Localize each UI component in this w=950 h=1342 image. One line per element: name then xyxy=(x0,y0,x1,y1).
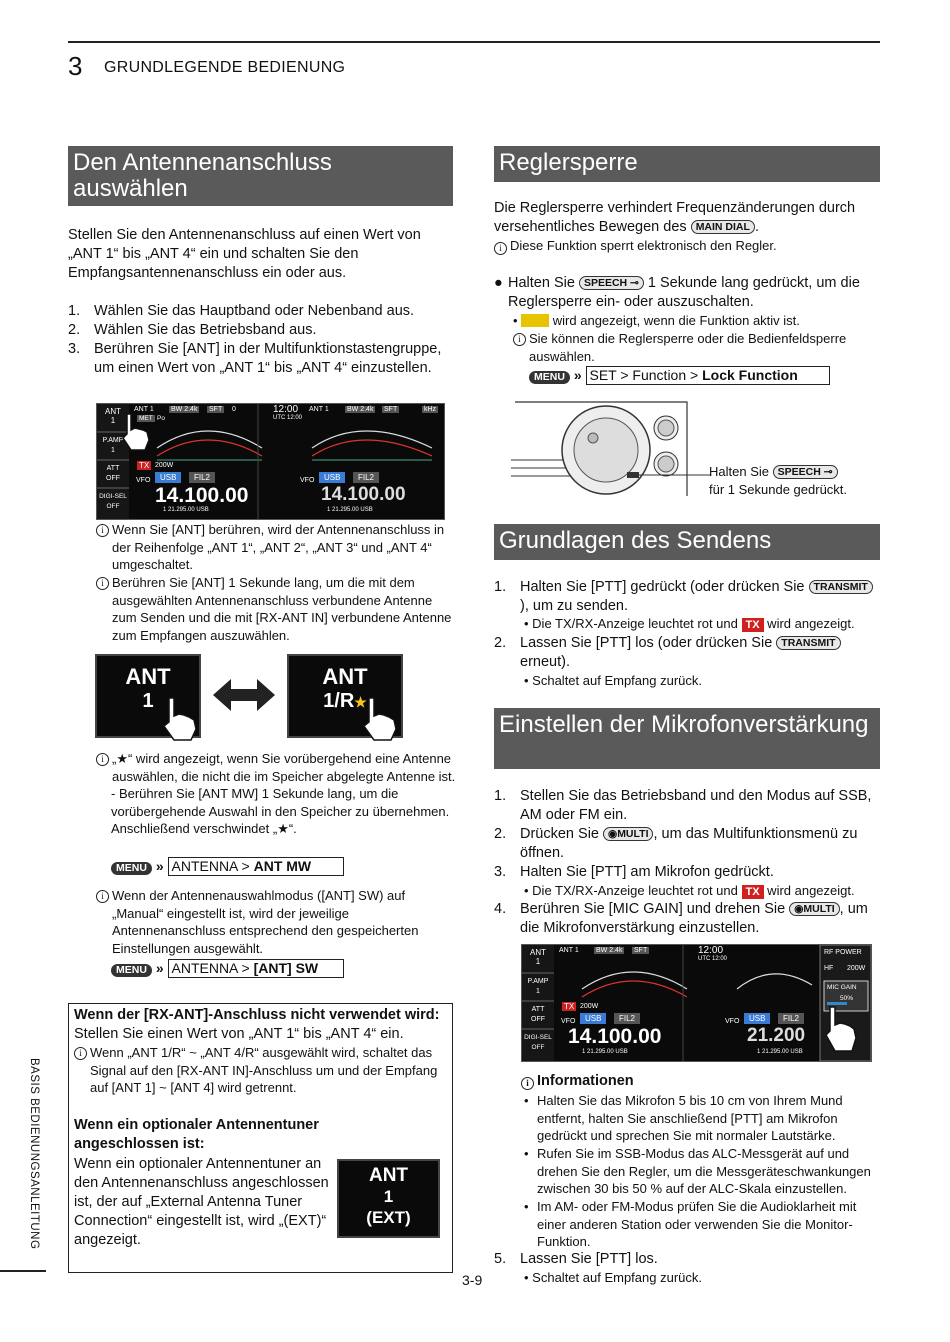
note-star: i „★“ wird angezeigt, wenn Sie vorübergehend eine Antenne auswählen, die nicht die im Speicher abgelegte Antenne ist. - Berühren Sie [ANT MW] 1 Sekunde lang, um die vorübergehende Auswahl in den Speicher zu übernehmen. Anschließend verschwindet „★“. xyxy=(96,750,456,838)
sub-frequency: 14.100.00 xyxy=(321,484,406,505)
ant1-label: ANT 1 xyxy=(559,947,579,954)
touch-hand-icon xyxy=(119,412,159,452)
sft-label: SFT xyxy=(209,406,223,413)
side-label: BASIS BEDIENUNGSANLEITUNG xyxy=(28,1058,40,1250)
step-2: 2. Wählen Sie das Betriebsband aus. xyxy=(68,322,317,338)
sub-ant-label: ANT 1 xyxy=(309,406,329,413)
antenna-intro: Stellen Sie den Antennenanschluss auf einen Wert von „ANT 1“ bis „ANT 4“ ein und schalten Sie den Empfangsantennenanschluss ein oder aus. xyxy=(68,227,421,281)
att-softkey[interactable]: ATT OFF xyxy=(531,1006,545,1023)
lock-sub: • wird angezeigt, wenn die Funktion aktiv ist. xyxy=(513,313,800,328)
radio-screen-main xyxy=(96,403,445,520)
power-value: 200W xyxy=(155,462,174,469)
ant-ext-button[interactable]: ANT 1 (EXT) xyxy=(337,1159,440,1238)
main-frequency: 14.100.00 xyxy=(568,1025,662,1048)
mode-usb[interactable]: USB xyxy=(155,472,181,483)
att-softkey[interactable]: ATT OFF xyxy=(106,465,120,482)
sft-label: SFT xyxy=(634,947,648,954)
sub-frequency: 21.200 xyxy=(747,1025,806,1046)
info-icon: i xyxy=(494,242,507,255)
speech-key: SPEECH ⊸ xyxy=(579,276,644,290)
menu-path-ant-sw: MENU » ANTENNA > [ANT] SW xyxy=(111,959,344,978)
key-icon: ⊸ xyxy=(630,277,639,289)
section-title-antenna: Den Antennenanschluss auswählen xyxy=(68,146,453,206)
mic-gain-label[interactable]: MIC GAIN xyxy=(827,984,857,991)
sub-mode-usb[interactable]: USB xyxy=(744,1013,770,1024)
speech-key: SPEECH ⊸ xyxy=(773,465,838,479)
info-item-1: • Halten Sie das Mikrofon 5 bis 10 cm von Ihrem Mund entfernt, halten Sie anschließend [PTT] am Mikrofon gedrückt und sprechen Sie mit normaler Lautstärke. xyxy=(524,1093,843,1143)
info-icon: i xyxy=(513,333,526,346)
header-rule xyxy=(68,41,880,43)
section-title-transmit: Grundlagen des Sendens xyxy=(494,524,880,560)
multi-key: ◉MULTI xyxy=(789,902,839,916)
menu-path-lock: MENU » SET > Function > Lock Function xyxy=(529,366,830,385)
tx-indicator: TX xyxy=(139,461,150,470)
box-text-rx: Stellen Sie einen Wert von „ANT 1“ bis „ANT 4“ ein. xyxy=(74,1026,404,1042)
info-icon: i xyxy=(96,890,109,903)
antenna-steps xyxy=(68,302,453,378)
sub-filter-fil2[interactable]: FIL2 xyxy=(353,472,379,483)
khz-label: kHz xyxy=(424,406,437,413)
digisel-softkey[interactable]: DIGI-SEL OFF xyxy=(99,493,127,510)
note-ant-hold: i Berühren Sie [ANT] 1 Sekunde lang, um die mit dem ausgewählten Antennenanschluss verbundene Antenne zum Senden und die mit [RX-ANT IN] verbundene Antenne zum Empfangen auszuwählen. xyxy=(96,574,456,644)
lock-intro: Die Reglersperre verhindert Frequenzänderungen durch versehentliches Bewegen des MAIN DIAL . xyxy=(494,200,856,235)
hf-label: HF xyxy=(824,965,834,972)
sub-vfo-label: VFO xyxy=(725,1018,740,1025)
bw-label: BW 2.4k xyxy=(596,947,623,954)
ant-softkey[interactable]: ANT 1 xyxy=(105,407,121,425)
pamp-softkey[interactable]: P.AMP 1 xyxy=(527,978,549,995)
menu-key: MENU xyxy=(529,371,570,384)
bw-label: BW 2.4k xyxy=(171,406,198,413)
multi-knob-icon: ◉ xyxy=(794,903,804,915)
info-icon: i xyxy=(521,1077,534,1090)
info-icon: i xyxy=(96,577,109,590)
utc-clock: UTC 12:00 xyxy=(273,415,303,421)
info-heading: i Informationen xyxy=(521,1073,881,1091)
info-item-2: • Rufen Sie im SSB-Modus das ALC-Messgerät auf und drehen Sie den Regler, um die Messgeräteschwankungen zwischen 30 bis 50 % auf der ALC-Skala einzustellen. xyxy=(524,1146,871,1196)
step-3: 3. Berühren Sie [ANT] in der Multifunktionstastengruppe, um einen Wert von „ANT 1“ bis „ANT 4“ einzustellen. xyxy=(68,341,442,376)
box-heading-tuner: Wenn ein optionaler Antennentuner angeschlossen ist: xyxy=(74,1117,319,1152)
vfo-label: VFO xyxy=(136,477,151,484)
sub-info: 1 21.295.00 USB xyxy=(327,507,373,513)
mic-sub-5: • Schaltet auf Empfang zurück. xyxy=(524,1270,702,1285)
radio-panel-illustration xyxy=(511,398,711,498)
transmit-key: TRANSMIT xyxy=(776,636,840,650)
digisel-softkey[interactable]: DIGI-SEL OFF xyxy=(524,1034,552,1051)
transmit-key: TRANSMIT xyxy=(809,580,873,594)
box-heading-rx: Wenn der [RX-ANT]-Anschluss nicht verwendet wird: xyxy=(74,1007,440,1023)
menu-key: MENU xyxy=(111,964,152,977)
mic-step-4: 4. Berühren Sie [MIC GAIN] und drehen Sie ◉MULTI , um die Mikrofonverstärkung einzustellen. xyxy=(494,901,868,936)
main-sub-info: 1 21.295.00 USB xyxy=(163,507,209,513)
vfo-label: VFO xyxy=(561,1018,576,1025)
double-arrow-icon xyxy=(213,677,275,713)
note-ant-cycle: i Wenn Sie [ANT] berühren, wird der Antennenanschluss in der Reihenfolge „ANT 1“, „ANT 2“, „ANT 3“ und „ANT 4“ umgeschaltet. xyxy=(96,521,456,574)
info-icon: i xyxy=(96,524,109,537)
transmit-step-2: 2. Lassen Sie [PTT] los (oder drücken Sie TRANSMIT erneut). xyxy=(494,634,879,672)
lock-note2: i Sie können die Reglersperre oder die Bedienfeldsperre auswählen. xyxy=(513,330,878,365)
sub-sft-label: SFT xyxy=(384,406,398,413)
box-note-rx: i Wenn „ANT 1/R“ ~ „ANT 4/R“ ausgewählt wird, schaltet das Signal auf den [RX-ANT IN]-Anschluss um und der Empfang auf [ANT 1] ~ [ANT 4] wird getrennt. xyxy=(74,1044,446,1097)
lock-callout: Halten Sie SPEECH ⊸ für 1 Sekunde gedrückt. xyxy=(709,464,848,497)
sub-filter-fil2[interactable]: FIL2 xyxy=(778,1013,804,1024)
filter-fil2[interactable]: FIL2 xyxy=(189,472,215,483)
section-title-lock: Reglersperre xyxy=(494,146,880,182)
pamp-softkey[interactable]: P.AMP 1 xyxy=(102,437,124,454)
lock-indicator-icon xyxy=(521,314,549,327)
clock: 12:00 xyxy=(273,404,299,415)
ant-softkey[interactable]: ANT 1 xyxy=(530,948,546,966)
mic-step-2: 2. Drücken Sie ◉MULTI , um das Multifunktionsmenü zu öffnen. xyxy=(494,826,858,861)
mic-gain-value: 50% xyxy=(840,995,854,1002)
ant-button-1[interactable]: ANT 1 xyxy=(95,654,201,738)
lock-bullet: ● Halten Sie SPEECH ⊸ 1 Sekunde lang gedrückt, um die Reglersperre ein- oder auszuschalten. xyxy=(494,275,860,310)
transmit-sub-1: • Die TX/RX-Anzeige leuchtet rot und TX wird angezeigt. xyxy=(524,616,855,631)
touch-hand-icon xyxy=(822,1005,862,1055)
hf-value: 200W xyxy=(847,965,866,972)
tx-indicator: TX xyxy=(564,1002,575,1011)
sub-bw-label: BW 2.4k xyxy=(347,406,374,413)
page-number: 3-9 xyxy=(462,1272,483,1288)
po-label: Po xyxy=(157,415,165,422)
section-title-mic-gain: Einstellen der Mikrofonverstärkung xyxy=(494,708,880,769)
touch-hand-icon xyxy=(359,696,405,742)
chapter-title: GRUNDLEGENDE BEDIENUNG xyxy=(104,59,346,76)
chapter-number: 3 xyxy=(68,51,83,81)
ant1-label: ANT 1 xyxy=(134,406,154,413)
main-dial-key: MAIN DIAL xyxy=(691,220,755,234)
mic-step-1: 1. Stellen Sie das Betriebsband und den Modus auf SSB, AM oder FM ein. xyxy=(494,788,872,823)
info-icon: i xyxy=(74,1047,87,1060)
lock-note: i Diese Funktion sperrt elektronisch den Regler. xyxy=(494,237,879,255)
sub-vfo-label: VFO xyxy=(300,477,315,484)
rf-power-label[interactable]: RF POWER xyxy=(824,949,862,956)
tx-indicator: TX xyxy=(742,618,764,632)
info-icon: i xyxy=(96,753,109,766)
filter-fil2[interactable]: FIL2 xyxy=(614,1013,640,1024)
mic-step-3: 3. Halten Sie [PTT] am Mikrofon gedrückt. xyxy=(494,864,774,880)
multi-knob-icon: ◉ xyxy=(608,828,618,840)
mic-sub-3: • Die TX/RX-Anzeige leuchtet rot und TX wird angezeigt. xyxy=(524,883,855,898)
menu-key: MENU xyxy=(111,862,152,875)
mic-step-5: 5. Lassen Sie [PTT] los. xyxy=(494,1251,658,1267)
clock: 12:00 xyxy=(698,945,724,956)
sft-value: 0 xyxy=(232,406,236,413)
touch-hand-icon xyxy=(159,696,205,742)
power-value: 200W xyxy=(580,1003,599,1010)
step-1: 1. Wählen Sie das Hauptband oder Nebenband aus. xyxy=(68,303,415,319)
met-label: MET xyxy=(139,415,153,422)
side-rule xyxy=(0,1270,46,1272)
star-icon: ★ xyxy=(354,694,367,710)
box-text-tuner: Wenn ein optionaler Antennentuner an den Antennenanschluss angeschlossen ist, der auf „External Antenna Tuner Connection“ eingestellt ist, wird „(EXT)“ angezeigt. xyxy=(74,1156,329,1248)
radio-screen-mic xyxy=(521,944,872,1062)
sub-info: 1 21.295.00 USB xyxy=(757,1049,803,1055)
transmit-step-1: 1. Halten Sie [PTT] gedrückt (oder drücken Sie TRANSMIT), um zu senden. xyxy=(494,578,879,616)
mode-usb[interactable]: USB xyxy=(580,1013,606,1024)
ant-button-1r[interactable]: ANT 1/R★ xyxy=(287,654,403,738)
sub-mode-usb[interactable]: USB xyxy=(319,472,345,483)
note-manual: i Wenn der Antennenauswahlmodus ([ANT] SW) auf „Manual“ eingestellt ist, wird der jeweilige Antennenanschluss entsprechend den gespeicherten Einstellungen ausgewählt. xyxy=(96,887,456,957)
utc-clock: UTC 12:00 xyxy=(698,956,728,962)
info-item-3: • Im AM- oder FM-Modus prüfen Sie die Audioklarheit mit einer anderen Station oder verwenden Sie die Monitor-Funktion. xyxy=(524,1199,857,1249)
main-sub-info: 1 21.295.00 USB xyxy=(582,1049,628,1055)
tx-indicator: TX xyxy=(742,885,764,899)
multi-key: ◉MULTI xyxy=(603,827,653,841)
transmit-sub-2: • Schaltet auf Empfang zurück. xyxy=(524,673,702,688)
main-frequency: 14.100.00 xyxy=(155,484,249,507)
key-icon: ⊸ xyxy=(823,466,833,478)
menu-path-ant-mw: MENU » ANTENNA > ANT MW xyxy=(111,857,344,876)
